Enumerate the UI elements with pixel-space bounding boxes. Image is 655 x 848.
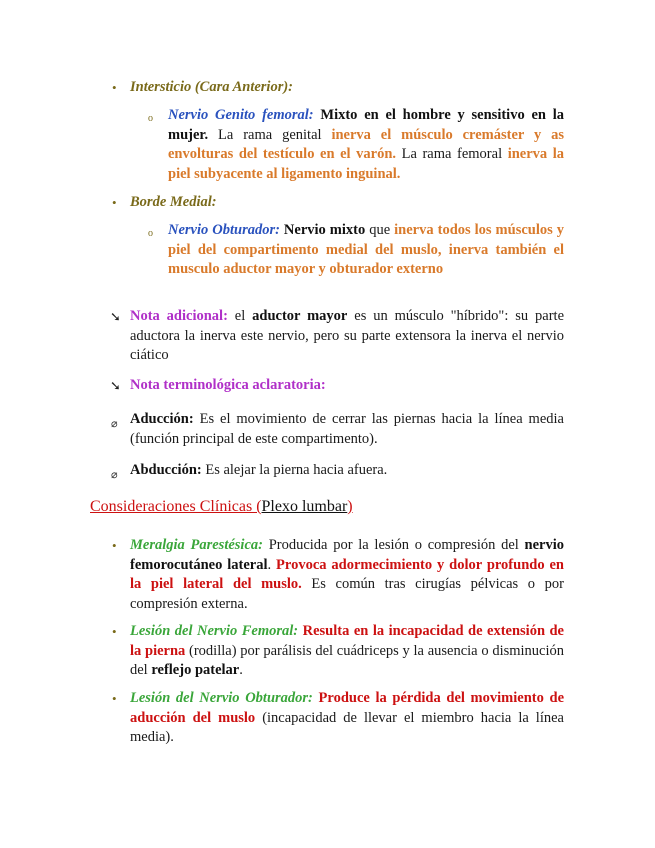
meralgia-text-3: Es común tras cirugías pélvicas o por compresión externa. xyxy=(130,576,565,612)
genito-text-1: La rama genital xyxy=(208,126,332,143)
list-item-meralgia xyxy=(130,536,564,614)
femoral-text-2: . xyxy=(239,662,243,678)
section-heading xyxy=(90,497,353,517)
genito-bold: Mixto en el hombre y sensitivo en la mujer. xyxy=(168,107,565,143)
lesobt-text: (incapacidad de llevar el miembro hacia la línea media). xyxy=(130,709,564,745)
genito-text-2: La rama femoral xyxy=(396,146,508,162)
list-item-obturador xyxy=(168,221,564,280)
abduccion-bold: Abducción: xyxy=(130,462,202,478)
circle-slash-icon: ⌀ xyxy=(111,417,118,430)
bullet-dot: • xyxy=(112,195,117,210)
obturador-orange: inerva todos los músculos y piel del compartimento medial del muslo, inerva también el musculo aductor mayor y obturador externo xyxy=(168,222,564,277)
definicion-aduccion xyxy=(130,410,564,449)
meralgia-red: Provoca adormecimiento y dolor profundo en la piel lateral del muslo. xyxy=(130,556,564,592)
nota-terminologica xyxy=(130,376,564,396)
nota-title: Nota adicional: xyxy=(130,308,228,324)
aduccion-bold: Aducción: xyxy=(130,411,194,427)
lesobt-red: Produce la pérdida del movimiento de aducción del muslo xyxy=(130,690,564,726)
list-item-genito-femoral xyxy=(168,106,564,184)
nota-term-title: Nota terminológica aclaratoria: xyxy=(130,377,326,393)
meralgia-text-1: Producida por la lesión o compresión del xyxy=(262,537,525,553)
definicion-abduccion xyxy=(130,461,564,481)
borde-title: Borde Medial: xyxy=(130,194,217,210)
heading-part-a: Consideraciones Clínicas ( xyxy=(90,498,262,515)
obturador-title: Nervio Obturador: xyxy=(168,222,280,238)
heading-part-b: Plexo lumbar xyxy=(261,498,348,515)
bullet-hollow: o xyxy=(148,228,153,239)
bullet-hollow: o xyxy=(148,113,153,124)
femoral-bold: reflejo patelar xyxy=(151,662,240,678)
meralgia-bold: nervio femorocutáneo lateral xyxy=(130,537,564,573)
genito-title: Nervio Genito femoral: xyxy=(168,107,314,123)
intersticio-title: Intersticio (Cara Anterior): xyxy=(130,79,294,95)
femoral-title: Lesión del Nervio Femoral: xyxy=(130,623,299,639)
arrow-icon: ➘ xyxy=(110,310,121,325)
obturador-bold: Nervio mixto xyxy=(279,222,366,238)
femoral-text-1: (rodilla) por parálisis del cuádriceps y la ausencia o disminución del xyxy=(130,642,565,678)
nota-text-2: es un músculo "híbrido": su parte aductora la inerva este nervio, pero su parte extensora la inerva el nervio ciático xyxy=(130,308,565,363)
meralgia-title: Meralgia Parestésica: xyxy=(130,537,263,553)
heading-part-c: ) xyxy=(347,498,353,515)
list-item-lesion-obturador xyxy=(130,689,564,748)
femoral-red: Resulta en la incapacidad de extensión de la pierna xyxy=(130,623,564,659)
abduccion-text: Es alejar la pierna hacia afuera. xyxy=(201,462,388,478)
arrow-icon: ➘ xyxy=(110,379,121,394)
nota-text-1: el xyxy=(227,308,253,324)
obturador-text: que xyxy=(365,222,395,238)
bullet-dot: • xyxy=(112,624,117,639)
list-item-borde-medial xyxy=(130,193,570,213)
circle-slash-icon: ⌀ xyxy=(111,468,118,481)
bullet-dot: • xyxy=(112,538,117,553)
nota-adicional xyxy=(130,307,564,366)
lesobt-title: Lesión del Nervio Obturador: xyxy=(130,690,313,706)
bullet-dot: • xyxy=(112,691,117,706)
genito-orange-1: inerva el músculo cremáster y as envolturas del testículo en el varón. xyxy=(168,126,565,162)
list-item-intersticio xyxy=(130,78,570,98)
genito-orange-2: inerva la piel subyacente al ligamento inguinal. xyxy=(168,146,565,182)
aduccion-text: Es el movimiento de cerrar las piernas hacia la línea media (función principal de este compartimento). xyxy=(130,411,564,447)
list-item-lesion-femoral xyxy=(130,622,564,681)
nota-bold: aductor mayor xyxy=(252,308,348,324)
meralgia-text-2: . xyxy=(267,556,277,573)
bullet-dot: • xyxy=(112,80,117,95)
